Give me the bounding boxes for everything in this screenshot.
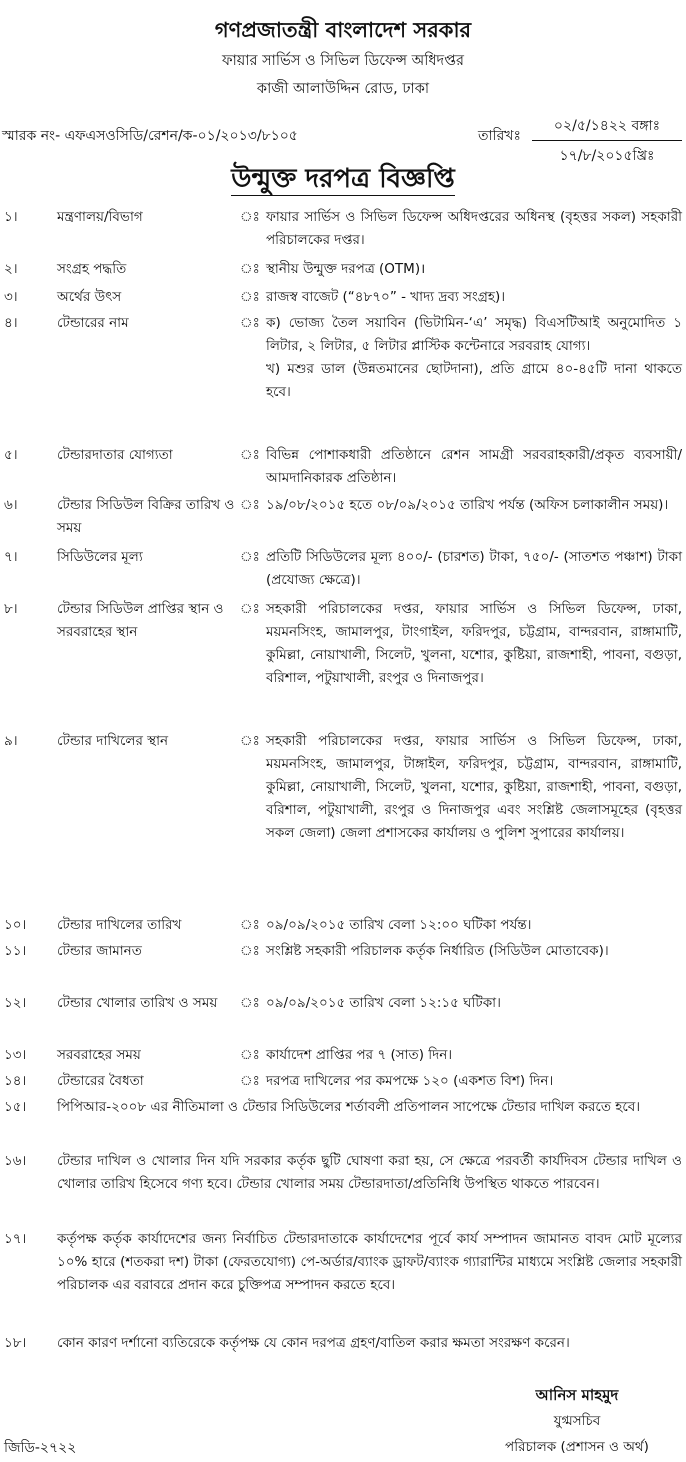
item-number: ৮। <box>4 601 18 617</box>
date-bangla: ০২/৫/১৪২২ বঙ্গাঃ <box>532 114 682 141</box>
item-label: মন্ত্রণালয়/বিভাগ <box>57 209 143 225</box>
item-value: দরপত্র দাখিলের পর কমপক্ষে ১২০ (একশত বিশ) দিন। <box>266 1073 554 1089</box>
item-value: ০৯/০৯/২০১৫ তারিখ বেলা ১২:০০ ঘটিকা পর্যন্ত। <box>266 917 532 933</box>
item-label: টেন্ডার সিডিউল বিক্রির তারিখ ও সময় <box>57 497 235 536</box>
item-text: টেন্ডার দাখিল ও খোলার দিন যদি সরকার কর্তৃক ছুটি ঘোষণা করা হয়, সে ক্ষেত্রে পরবর্তী কার্যদিবস টেন্ডার দাখিল ও খোলার তারিখ হিসেবে গণ্য হবে। টেন্ডার খোলার সময় টেন্ডারদাতা/প্রতিনিধি উপস্থিত থাকতে পারবেন। <box>57 1153 682 1192</box>
item-text: কোন কারণ দর্শানো ব্যতিরেকে কর্তৃপক্ষ যে কোন দরপত্র গ্রহণ/বাতিল করার ক্ষমতা সংরক্ষণ করেন। <box>57 1335 570 1351</box>
item-label: টেন্ডারের নাম <box>57 315 129 331</box>
item-value-part-b: খ) মশুর ডাল (উন্নতমানের ছোটদানা), প্রতি গ্রামে ৪০-৪৫টি দানা থাকতে হবে। <box>266 361 682 400</box>
item-value: ০৯/০৯/২০১৫ তারিখ বেলা ১২:১৫ ঘটিকা। <box>266 995 501 1011</box>
item-colon: ঃ <box>240 289 260 305</box>
item-number: ১৭। <box>4 1231 27 1247</box>
item-value-part-a: ক) ভোজ্য তৈল সয়াবিন (ভিটামিন-‘এ’ সমৃদ্ধ) বিএসটিআই অনুমোদিত ১ লিটার, ২ লিটার, ৫ লিটার প্লাস্টিক কন্টেনারে সরবরাহ যোগ্য। <box>266 315 682 354</box>
item-label: টেন্ডার দাখিলের স্থান <box>57 733 169 749</box>
item-label: টেন্ডার দাখিলের তারিখ <box>57 917 182 933</box>
date-english: ১৭/৮/২০১৫খ্রিঃ <box>559 148 655 164</box>
item-colon: ঃ <box>240 995 260 1011</box>
item-colon: ঃ <box>240 209 260 225</box>
item-colon: ঃ <box>240 447 260 463</box>
item-value: সহকারী পরিচালকের দপ্তর, ফায়ার সার্ভিস ও সিভিল ডিফেন্স, ঢাকা, ময়মনসিংহ, জামালপুর, টাঙ্গাইল, ফরিদপুর, চট্টগ্রাম, বান্দরবান, রাঙ্গামাটি, কুমিল্লা, নোয়াখালী, সিলেট, খুলনা, যশোর, কুষ্টিয়া, রাজশাহী, পাবনা, বগুড়া, বরিশাল, পটুয়াখালী, রংপুর ও দিনাজপুর এবং সংশ্লিষ্ট জেলাসমূহের (বৃহত্তর সকল জেলা) জেলা প্রশাসকের কার্যালয় ও পুলিশ সুপারের কার্যালয়। <box>266 733 682 841</box>
item-label: টেন্ডারের বৈধতা <box>57 1073 144 1089</box>
item-colon: ঃ <box>240 315 260 331</box>
item-value: ১৯/০৮/২০১৫ হতে ০৮/০৯/২০১৫ তারিখ পর্যন্ত (অফিস চলাকালীন সময়)। <box>266 497 669 513</box>
item-colon: ঃ <box>240 261 260 277</box>
department-name: ফায়ার সার্ভিস ও সিভিল ডিফেন্স অধিদপ্তর <box>221 53 465 69</box>
item-text: পিপিআর-২০০৮ এর নীতিমালা ও টেন্ডার সিডিউলের শর্তাবলী প্রতিপালন সাপেক্ষে টেন্ডার দাখিল করতে হবে। <box>57 1099 641 1115</box>
item-colon: ঃ <box>240 549 260 565</box>
item-number: ১৬। <box>4 1153 27 1169</box>
item-label: সংগ্রহ পদ্ধতি <box>57 261 127 277</box>
item-value: ফায়ার সার্ভিস ও সিভিল ডিফেন্স অধিদপ্তরের অধিনস্থ (বৃহত্তর সকল) সহকারী পরিচালকের দপ্তর। <box>266 209 682 248</box>
item-colon: ঃ <box>240 1047 260 1063</box>
item-label: টেন্ডারদাতার যোগ্যতা <box>57 447 173 463</box>
item-colon: ঃ <box>240 733 260 749</box>
item-number: ৪। <box>4 315 18 331</box>
item-colon: ঃ <box>240 601 260 617</box>
item-value: স্থানীয় উন্মুক্ত দরপত্র (OTM)। <box>266 261 426 277</box>
item-number: ১৪। <box>4 1073 27 1089</box>
item-value: সংশ্লিষ্ট সহকারী পরিচালক কর্তৃক নির্ধারিত (সিডিউল মোতাবেক)। <box>266 943 609 959</box>
item-number: ১২। <box>4 995 27 1011</box>
notice-title <box>0 158 686 202</box>
item-number: ১০। <box>4 917 27 933</box>
item-number: ৫। <box>4 447 18 463</box>
item-number: ১৮। <box>4 1335 27 1351</box>
item-label: সরবরাহের সময় <box>57 1047 141 1063</box>
item-number: ৬। <box>4 497 18 513</box>
date-label: তারিখঃ <box>478 128 521 144</box>
item-value: সহকারী পরিচালকের দপ্তর, ফায়ার সার্ভিস ও সিভিল ডিফেন্স, ঢাকা, ময়মনসিংহ, জামালপুর, টাংগাইল, ফরিদপুর, চট্টগ্রাম, বান্দরবান, রাঙ্গামাটি, কুমিল্লা, নোয়াখালী, সিলেট, খুলনা, যশোর, কুষ্টিয়া, রাজশাহী, পাবনা, বগুড়া, বরিশাল, পটুয়াখালী, রংপুর ও দিনাজপুর। <box>266 601 682 686</box>
notice-title-text: উন্মুক্ত দরপত্র বিজ্ঞপ্তি <box>231 164 455 194</box>
item-colon: ঃ <box>240 943 260 959</box>
item-number: ১৩। <box>4 1047 27 1063</box>
government-heading: গণপ্রজাতন্ত্রী বাংলাদেশ সরকার <box>214 18 472 42</box>
item-value: প্রতিটি সিডিউলের মূল্য ৪০০/- (চারশত) টাকা, ৭৫০/- (সাতশত পঞ্চাশ) টাকা (প্রযোজ্য ক্ষেত্রে)। <box>266 549 682 588</box>
item-number: ১। <box>4 209 18 225</box>
item-value <box>266 312 682 404</box>
signatory-designation: যুগ্মসচিব <box>553 1413 601 1429</box>
item-value: বিভিন্ন পোশাকধারী প্রতিষ্ঠানে রেশন সামগ্রী সরবরাহকারী/প্রকৃত ব্যবসায়ী/আমদানিকারক প্রতিষ্ঠান। <box>266 447 682 486</box>
item-label: সিডিউলের মূল্য <box>57 549 143 565</box>
item-value: কার্যাদেশ প্রাপ্তির পর ৭ (সাত) দিন। <box>266 1047 453 1063</box>
item-text: কর্তৃপক্ষ কর্তৃক কার্যাদেশের জন্য নির্বাচিত টেন্ডারদাতাকে কার্যাদেশের পূর্বে কার্য সম্পাদন জামানত বাবদ মোট মূল্যের ১০% হারে (শতকরা দশ) টাকা (ফেরতযোগ্য) পে-অর্ডার/ব্যাংক ড্রাফট/ব্যাংক গ্যারান্টির মাধ্যমে সংশ্লিষ্ট জেলার সহকারী পরিচালক এর বরাবরে প্রদান করে চুক্তিপত্র সম্পাদন করতে হবে। <box>57 1231 682 1293</box>
dfp-code: জিডি-২৭২২ <box>4 1440 77 1456</box>
item-label: টেন্ডার খোলার তারিখ ও সময় <box>57 995 218 1011</box>
item-number: ১১। <box>4 943 27 959</box>
item-number: ২। <box>4 261 18 277</box>
signatory-office: পরিচালক (প্রশাসন ও অর্থ) <box>505 1439 649 1455</box>
item-number: ৩। <box>4 289 18 305</box>
memo-number: স্মারক নং- এফএসওসিডি/রেশন/ক-০১/২০১৩/৮১০৫ <box>2 128 298 144</box>
item-value: রাজস্ব বাজেট (“৪৮৭০” - খাদ্য দ্রব্য সংগ্রহ)। <box>266 289 506 305</box>
item-colon: ঃ <box>240 1073 260 1089</box>
signatory-name: আনিস মাহমুদ <box>535 1386 619 1404</box>
department-address: কাজী আলাউদ্দিন রোড, ঢাকা <box>256 81 430 97</box>
item-number: ১৫। <box>4 1099 27 1115</box>
item-label: টেন্ডার সিডিউল প্রাপ্তির স্থান ও সরবরাহের স্থান <box>57 601 224 640</box>
item-label: টেন্ডার জামানত <box>57 943 142 959</box>
item-colon: ঃ <box>240 917 260 933</box>
item-label: অর্থের উৎস <box>57 289 122 305</box>
item-number: ৭। <box>4 549 18 565</box>
item-number: ৯। <box>4 733 18 749</box>
item-colon: ঃ <box>240 497 260 513</box>
